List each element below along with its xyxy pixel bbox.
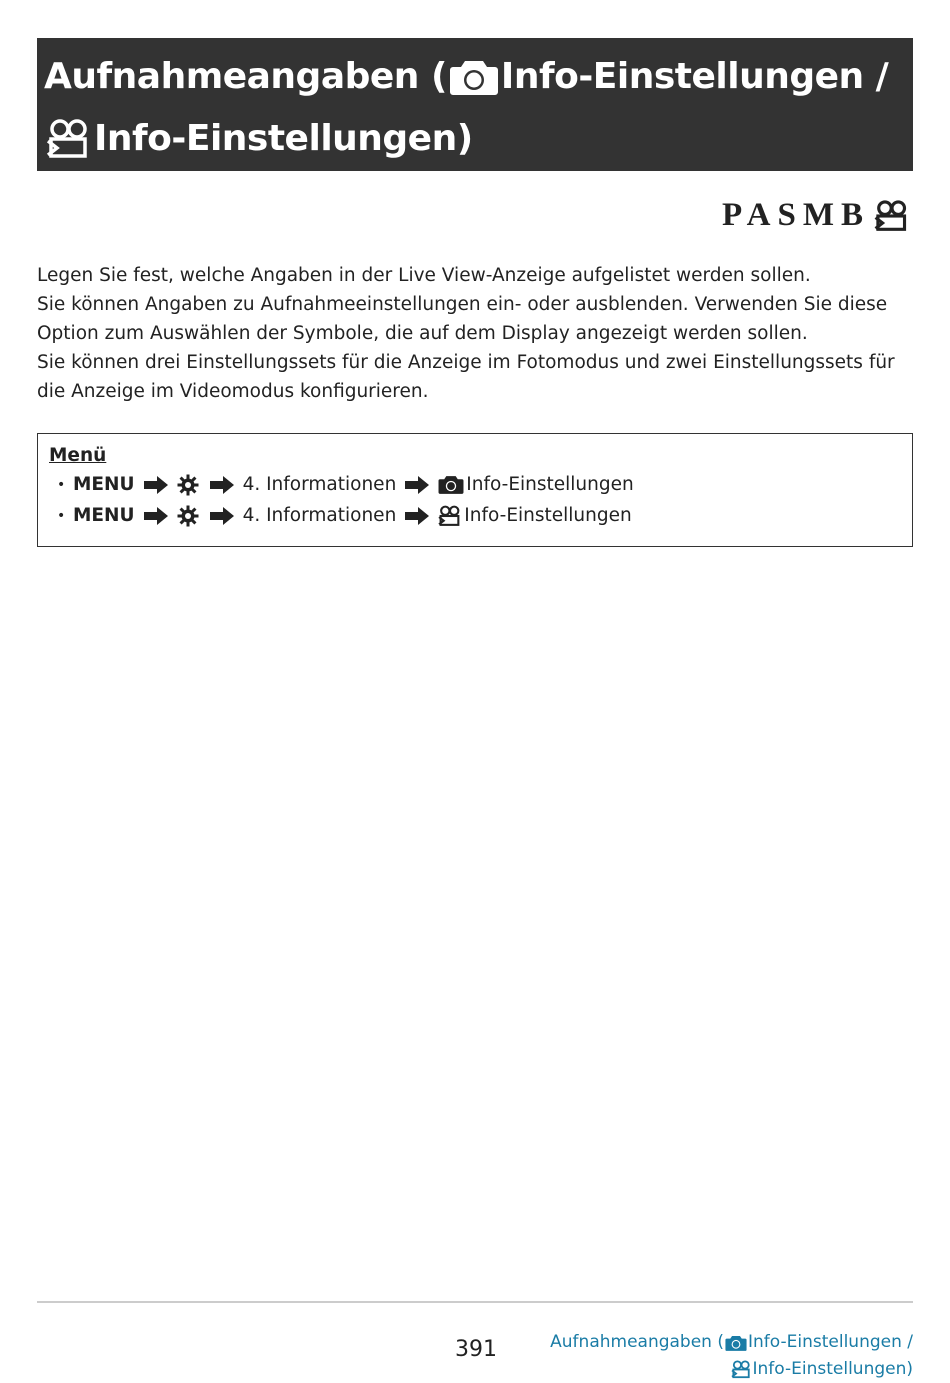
page-title-bar [37, 38, 913, 171]
page-title-photo-info: Info-Einstellungen / [500, 56, 889, 97]
video-camera-icon [46, 118, 92, 160]
footer-divider [37, 1301, 913, 1303]
menu-section-label: 4. Informationen [242, 505, 397, 526]
video-camera-icon [731, 1360, 752, 1379]
footer-section-link[interactable] [550, 1329, 913, 1383]
arrow-right-icon [143, 506, 169, 526]
page-title-video-info: Info-Einstellungen) [94, 118, 473, 159]
arrow-right-icon [143, 475, 169, 495]
bullet: • [57, 507, 66, 524]
footer-link-prefix[interactable]: Aufnahmeangaben ( [550, 1332, 724, 1352]
arrow-right-icon [209, 506, 235, 526]
footer-link-photo-info[interactable]: Info-Einstellungen / [748, 1332, 913, 1352]
page-title-line-1 [44, 46, 913, 108]
gear-icon [177, 474, 199, 496]
gear-icon [177, 505, 199, 527]
menu-target-label: Info-Einstellungen [466, 474, 634, 495]
menu-path-row [49, 500, 901, 531]
camera-icon [438, 474, 464, 495]
menu-path-box [37, 433, 913, 547]
camera-icon [725, 1334, 747, 1352]
video-mode-icon [874, 199, 910, 233]
page-title-prefix: Aufnahmeangaben ( [44, 56, 447, 97]
camera-icon [449, 57, 499, 97]
shooting-modes-label: PASMB [721, 197, 870, 233]
menu-path-title: Menü [49, 445, 107, 466]
menu-label: MENU [73, 505, 135, 526]
page-title-line-2 [44, 108, 913, 170]
arrow-right-icon [209, 475, 235, 495]
bullet: • [57, 476, 66, 493]
arrow-right-icon [404, 506, 430, 526]
menu-label: MENU [73, 474, 135, 495]
video-camera-icon [438, 505, 462, 527]
shooting-modes [722, 197, 910, 234]
page-number: 391 [455, 1337, 497, 1362]
footer-link-line-1[interactable] [550, 1329, 913, 1356]
arrow-right-icon [404, 475, 430, 495]
description-paragraph: Sie können drei Einstellungssets für die Anzeige im Fotomodus und zwei Einstellungssets für die Anzeige im Videomodus konfigurieren. [37, 352, 895, 402]
description-paragraph: Sie können Angaben zu Aufnahmeeinstellungen ein- oder ausblenden. Verwenden Sie diese Option zum Auswählen der Symbole, die auf dem Display angezeigt werden sollen. [37, 294, 888, 344]
menu-target-label: Info-Einstellungen [464, 505, 632, 526]
menu-section-label: 4. Informationen [242, 474, 397, 495]
footer-link-video-info[interactable]: Info-Einstellungen) [752, 1359, 913, 1379]
menu-path-row [49, 469, 901, 500]
description-paragraph: Legen Sie fest, welche Angaben in der Live View-Anzeige aufgelistet werden sollen. [37, 265, 811, 286]
description [37, 261, 913, 406]
